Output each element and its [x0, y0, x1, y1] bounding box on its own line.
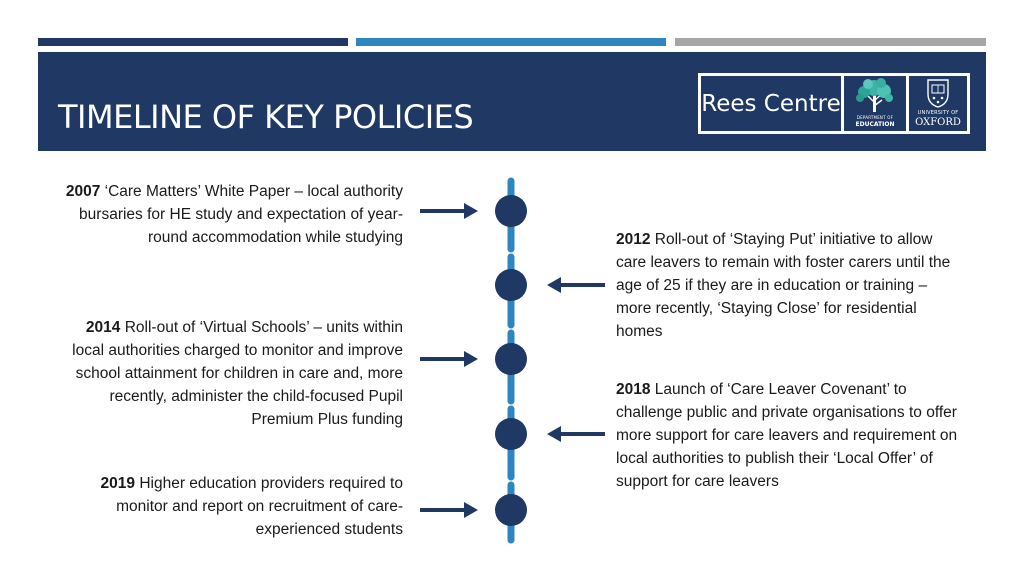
entry-text: Roll-out of ‘Staying Put’ initiative to allow care leavers to remain with foster carers until the age of 25 if they are in education or training – more recently, ‘Staying Close’ for residential homes: [616, 231, 951, 340]
entry-text: Roll-out of ‘Virtual Schools’ – units within local authorities charged to monitor and improve school attainment for children in care and, more recently, administer the child-focused Pupil Premium Plus funding: [72, 319, 403, 428]
univ-small-label: UNIVERSITY OF: [917, 110, 959, 116]
entry-year: 2019: [100, 475, 136, 492]
arrow-left-icon: [547, 277, 605, 293]
entry-year: 2014: [85, 319, 121, 336]
entry-year: 2012: [616, 231, 651, 248]
timeline-node-2019: [495, 494, 527, 526]
timeline-node-2018: [495, 418, 527, 450]
timeline-entry-2019: [60, 472, 403, 541]
arrow-right-icon: [420, 351, 478, 367]
entry-text: Higher education providers required to monitor and report on recruitment of care-experienced students: [116, 475, 403, 538]
timeline-node-2012: [495, 269, 527, 301]
entry-text: ‘Care Matters’ White Paper – local authority bursaries for HE study and expectation of year-round accommodation while studying: [79, 183, 403, 246]
entry-year: 2007: [65, 183, 101, 200]
rees-centre-label: Rees Centre: [701, 90, 841, 117]
timeline-entry-2012: [616, 228, 956, 343]
arrow-left-icon: [547, 426, 605, 442]
univ-big-label: OXFORD: [915, 117, 961, 128]
dept-small-label: DEPARTMENT OF: [856, 115, 894, 120]
timeline-node-2014: [495, 343, 527, 375]
page-title: TIMELINE OF KEY POLICIES: [58, 98, 474, 136]
entry-year: 2018: [616, 381, 651, 398]
dept-big-label: EDUCATION: [855, 121, 895, 128]
arrow-right-icon: [420, 502, 478, 518]
timeline-entry-2007: [60, 180, 403, 249]
arrow-right-icon: [420, 203, 478, 219]
timeline-entry-2018: [616, 378, 968, 493]
entry-text: Launch of ‘Care Leaver Covenant’ to challenge public and private organisations to offer more support for care leavers and requirement on local authorities to publish their ‘Local Offer’ of support for care leavers: [616, 381, 958, 490]
timeline-node-2007: [495, 195, 527, 227]
timeline-entry-2014: [60, 316, 403, 431]
